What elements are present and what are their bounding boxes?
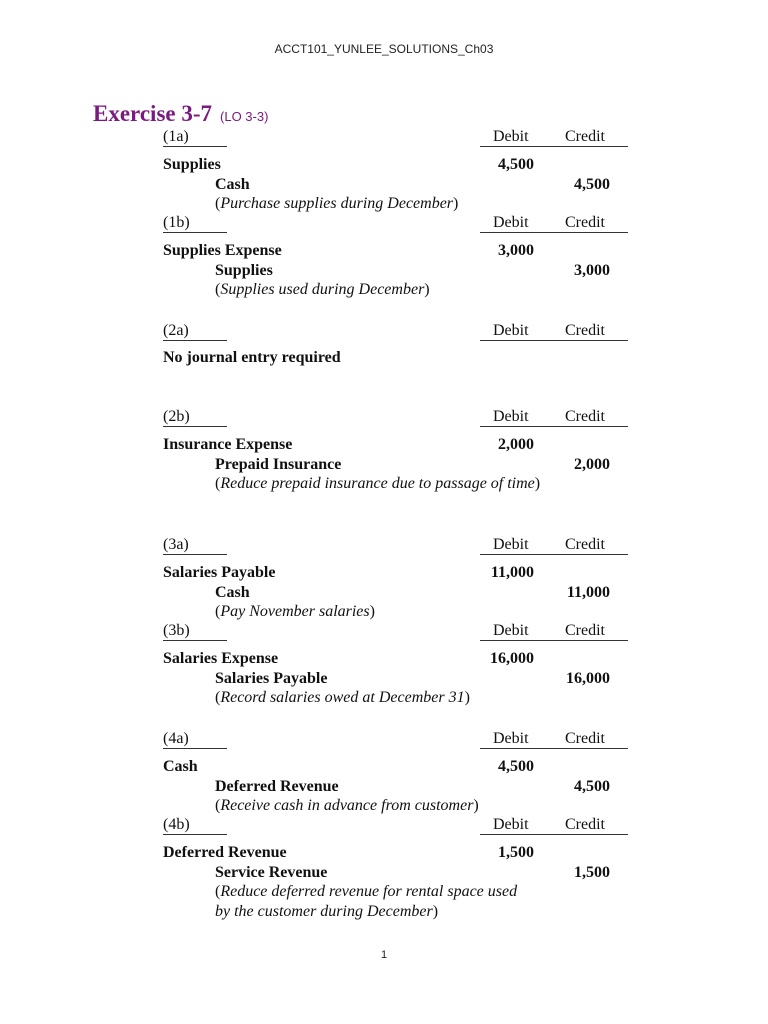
debit-header: Debit [493,128,529,145]
debit-line [163,563,628,583]
entry-label: (4a) [163,730,227,749]
journal-entry-4a [163,730,628,816]
entry-header [163,730,628,749]
exercise-title: Exercise 3-7 [93,101,213,126]
debit-line [163,435,628,455]
journal-entry-2a [163,322,628,367]
credit-line [163,455,628,475]
debit-amount: 4,500 [498,758,534,775]
debit-account: Salaries Expense [163,650,279,667]
credit-line [163,583,628,603]
debit-amount: 4,500 [498,156,534,173]
credit-amount: 3,000 [574,261,610,279]
memo-paren: ) [432,902,439,920]
credit-account: Cash [215,583,250,601]
credit-account: Service Revenue [215,863,328,881]
credit-line [163,261,628,281]
memo-paren: ) [424,281,430,298]
memo-paren: ) [473,797,479,814]
column-headers [480,536,628,555]
entry-header [163,622,628,641]
credit-account: Supplies [215,261,273,279]
entry-memo [215,688,555,708]
memo-paren: ) [534,475,541,492]
memo-paren: ( [215,797,221,814]
memo-text: Purchase supplies during December [220,195,454,212]
debit-header: Debit [493,622,529,639]
memo-text: Receive cash in advance from customer [220,797,474,814]
memo-paren: ) [369,603,375,620]
journal-entry-4b [163,816,628,921]
credit-header: Credit [565,214,605,231]
credit-account: Salaries Payable [215,669,328,687]
credit-amount: 4,500 [574,175,610,193]
memo-text: Reduce deferred revenue for rental space used by the customer during December [215,883,518,920]
credit-amount: 4,500 [574,777,610,795]
column-headers [480,408,628,427]
credit-header: Credit [565,536,605,553]
memo-paren: ( [215,883,221,900]
column-headers [480,322,628,341]
entry-label: (1a) [163,128,227,147]
debit-account: Supplies [163,156,221,173]
debit-account: Salaries Payable [163,564,276,581]
journal-entry-1b [163,214,628,300]
entry-memo [215,602,555,622]
debit-account: Cash [163,758,198,775]
memo-paren: ) [464,689,470,706]
entry-memo [215,882,530,921]
page-number: 1 [380,949,388,961]
entry-header [163,322,628,341]
entry-label: (2b) [163,408,227,427]
credit-header: Credit [565,408,605,425]
credit-header: Credit [565,128,605,145]
memo-paren: ) [453,195,459,212]
entry-header [163,214,628,233]
debit-header: Debit [493,730,529,747]
debit-header: Debit [493,408,529,425]
entry-header [163,816,628,835]
credit-line [163,863,628,883]
entry-memo [215,194,555,214]
journal-entry-2b [163,408,628,494]
journal-entry-1a [163,128,628,214]
column-headers [480,816,628,835]
debit-header: Debit [493,322,529,339]
debit-line [163,155,628,175]
debit-account: Insurance Expense [163,436,293,453]
memo-paren: ( [215,689,221,706]
entry-header [163,536,628,555]
entry-memo [215,474,550,494]
debit-header: Debit [493,536,529,553]
memo-text: Record salaries owed at December 31 [220,689,465,706]
running-header: ACCT101_YUNLEE_SOLUTIONS_Ch03 [274,42,494,56]
column-headers [480,622,628,641]
exercise-heading [93,101,268,127]
debit-line [163,649,628,669]
debit-amount: 2,000 [498,436,534,453]
debit-account: Supplies Expense [163,242,282,259]
debit-header: Debit [493,214,529,231]
memo-paren: ( [215,281,221,298]
debit-amount: 3,000 [498,242,534,259]
credit-line [163,777,628,797]
credit-header: Credit [565,816,605,833]
memo-paren: ( [215,603,221,620]
column-headers [480,128,628,147]
entry-header [163,128,628,147]
credit-line [163,175,628,195]
debit-amount: 1,500 [498,844,534,861]
credit-header: Credit [565,730,605,747]
entry-label: (3a) [163,536,227,555]
debit-amount: 16,000 [490,650,534,667]
debit-line [163,241,628,261]
column-headers [480,730,628,749]
credit-header: Credit [565,322,605,339]
credit-account: Prepaid Insurance [215,455,342,473]
no-entry-note: No journal entry required [163,349,341,366]
credit-amount: 11,000 [566,583,610,601]
learning-objective: (LO 3-3) [220,109,269,124]
credit-amount: 1,500 [574,863,610,881]
credit-amount: 16,000 [566,669,610,687]
memo-text: Pay November salaries [220,603,370,620]
credit-amount: 2,000 [574,455,610,473]
memo-paren: ( [215,195,221,212]
entry-header [163,408,628,427]
entry-label: (3b) [163,622,227,641]
column-headers [480,214,628,233]
memo-paren: ( [215,475,221,492]
credit-account: Cash [215,175,250,193]
entry-memo [215,280,555,300]
debit-account: Deferred Revenue [163,844,287,861]
entry-memo [215,796,555,816]
entry-label: (2a) [163,322,227,341]
credit-header: Credit [565,622,605,639]
credit-line [163,669,628,689]
memo-text: Reduce prepaid insurance due to passage of time [220,475,535,492]
debit-header: Debit [493,816,529,833]
journal-entry-3b [163,622,628,708]
memo-text: Supplies used during December [220,281,425,298]
entry-label: (4b) [163,816,227,835]
credit-account: Deferred Revenue [215,777,339,795]
entry-label: (1b) [163,214,227,233]
debit-amount: 11,000 [490,564,534,581]
debit-line [163,843,628,863]
debit-line [163,757,628,777]
journal-entry-3a [163,536,628,622]
